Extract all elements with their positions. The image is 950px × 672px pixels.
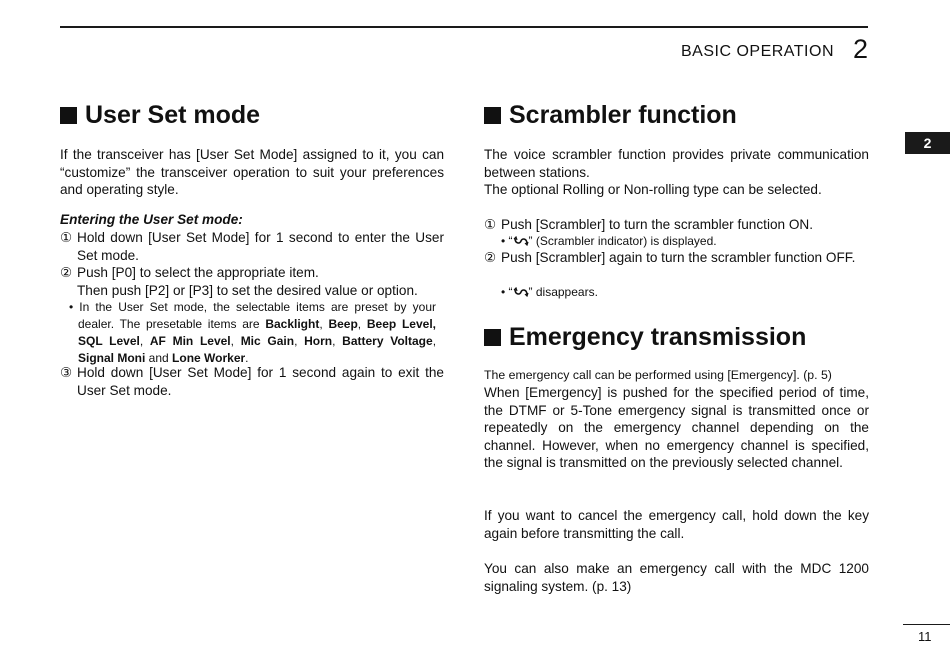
scrambler-bullet-2: • “ ” disappears. (501, 285, 598, 299)
step-text: Hold down [User Set Mode] for 1 second to enter the User Set mode. (77, 230, 444, 263)
emergency-paragraph-1: When [Emergency] is pushed for the specified period of time, the DTMF or 5-Tone emergency signal is transmitted once or repeatedly on the emergency channel depending on the channel. However, when no emergency channel is specified, the signal is transmitted on the previously selected channel. (484, 385, 869, 470)
step-text: Push [P0] to select the appropriate item. (77, 265, 319, 280)
scrambler-indicator-icon (513, 234, 529, 244)
square-bullet-icon (484, 329, 501, 346)
user-set-step-2 (60, 264, 444, 282)
user-set-subheading: Entering the User Set mode: (60, 212, 243, 227)
scrambler-heading (484, 101, 737, 130)
user-set-bullet: • In the User Set mode, the selectable items are preset by your dealer. The presetable items are Backlight, Beep, Beep Level, SQL Level, AF Min Level, Mic Gain, Horn, Battery Voltage, Signal Moni and Lone Worker. (69, 300, 437, 365)
step-number: ② (60, 265, 73, 280)
chapter-tab: 2 (905, 132, 950, 154)
footer-rule (903, 624, 950, 625)
scrambler-bullet-1: • “ ” (Scrambler indicator) is displayed. (501, 234, 717, 248)
step-text: Hold down [User Set Mode] for 1 second again to exit the User Set mode. (77, 365, 444, 398)
header-rule (60, 26, 868, 28)
step-number: ③ (60, 365, 73, 380)
step-number: ① (60, 230, 73, 245)
user-set-step-2b: Then push [P2] or [P3] to set the desired value or option. (77, 283, 418, 298)
scrambler-indicator-icon (513, 285, 529, 295)
user-set-step-3 (60, 364, 444, 399)
emergency-heading (484, 323, 806, 352)
scrambler-step-2 (484, 249, 869, 267)
square-bullet-icon (484, 107, 501, 124)
scrambler-step-1 (484, 216, 869, 234)
scrambler-intro-1: The voice scrambler function provides private communication between stations. (484, 147, 869, 180)
page-number: 11 (918, 629, 932, 644)
section-title: BASIC OPERATION (680, 43, 834, 60)
step-text: Push [Scrambler] to turn the scrambler function ON. (501, 217, 814, 232)
user-set-heading (60, 101, 260, 130)
user-set-step-1 (60, 229, 444, 264)
square-bullet-icon (60, 107, 77, 124)
step-text: Push [Scrambler] again to turn the scrambler function OFF. (501, 250, 856, 265)
step-number: ② (484, 250, 497, 265)
scrambler-intro-2: The optional Rolling or Non-rolling type can be selected. (484, 182, 822, 197)
emergency-paragraph-3: You can also make an emergency call with the MDC 1200 signaling system. (p. 13) (484, 561, 869, 594)
user-set-title: User Set mode (85, 101, 261, 129)
emergency-paragraph-2: If you want to cancel the emergency call, hold down the key again before transmitting the call. (484, 508, 869, 541)
chapter-number: 2 (852, 34, 868, 64)
emergency-lead: The emergency call can be performed using [Emergency]. (p. 5) (484, 368, 832, 382)
emergency-title: Emergency transmission (509, 323, 807, 351)
user-set-intro: If the transceiver has [User Set Mode] assigned to it, you can “customize” the transceiver operation to suit your preferences and operating style. (60, 147, 444, 197)
scrambler-title: Scrambler function (509, 101, 737, 129)
step-number: ① (484, 217, 497, 232)
